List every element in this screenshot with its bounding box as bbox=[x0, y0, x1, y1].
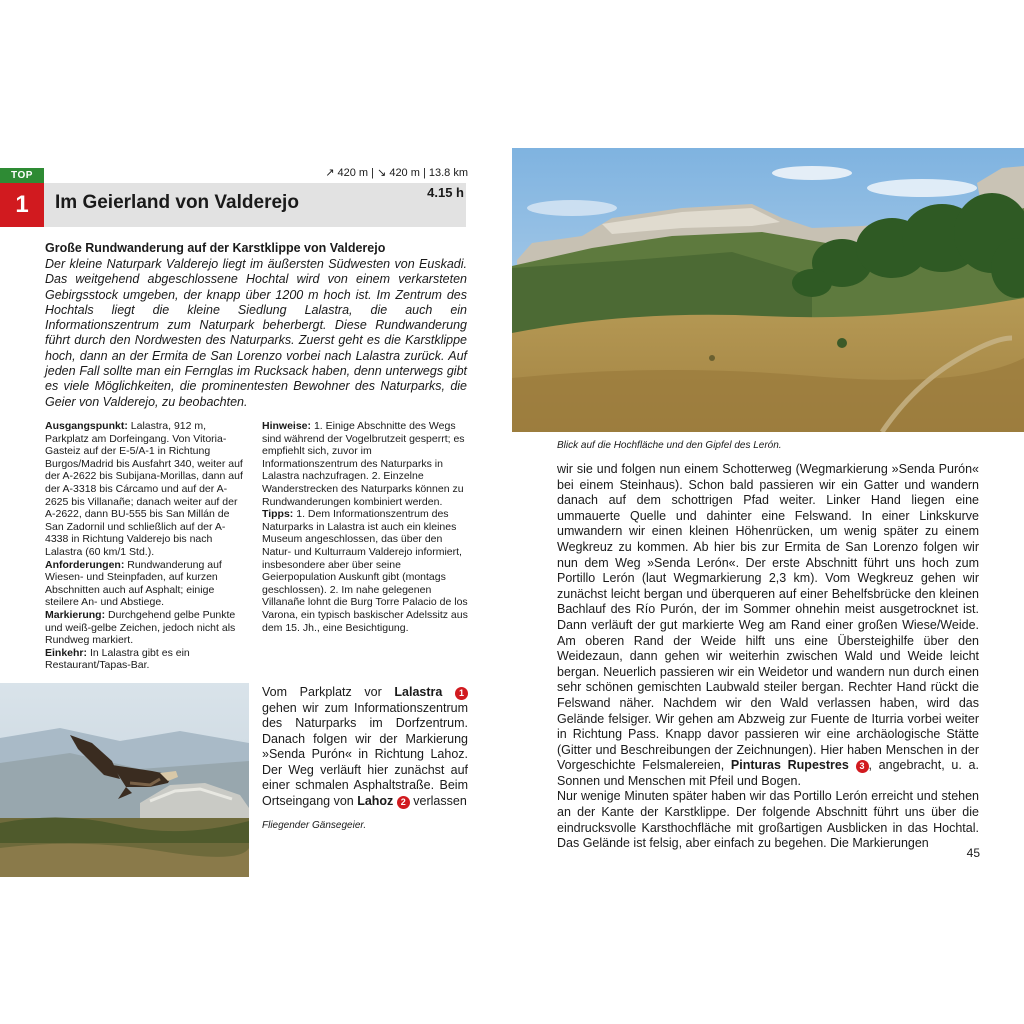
food-text: In Lalastra gibt es ein Restaurant/Tapas-Bar. bbox=[45, 646, 190, 672]
tour-number-badge: 1 bbox=[0, 183, 44, 227]
waypoint-marker-3: 3 bbox=[856, 760, 869, 773]
intro-text: Der kleine Naturpark Valderejo liegt im äußersten Südwesten von Euskadi. Das weitgehend abgeschlossene Hochtal wird von einem verkarsteten Gebirgsstock umgeben, der knapp über 1200 m hoch ist. Im Zentrum des Hochtals liegt die kleine Siedlung Lalastra, die auch ein Informationszentrum zum Naturpark beherbergt. Diese Rundwanderung führt durch den Nordwesten des Naturparks. Zuerst geht es die Karstklippe hoch, dann an der Ermita de San Lorenzo vorbei nach Lalastra zurück. Auf jeden Fall sollte man ein Fernglas im Rucksack haben, denn unterwegs gibt es viele Möglichkeiten, die prominentesten Bewohner des Naturparks, die Geier von Valderejo, zu beobachten. bbox=[45, 257, 467, 409]
hints-label: Hinweise: bbox=[262, 420, 312, 432]
marking-label: Markierung: bbox=[45, 608, 106, 621]
route-text-part: Vom Parkplatz vor bbox=[262, 685, 395, 699]
hints-text: 1. Einige Abschnitte des Wegs sind während der Vogelbrutzeit gesperrt; es empfiehlt sich, zuvor im Informationszentrum des Naturparks in Lalastra nachzufragen. 2. Einzelne Wanderstrecken des Naturparks können zu Rundwanderungen kombiniert werden. bbox=[262, 420, 465, 508]
tour-stats: ↗ 420 m | ↘ 420 m | 13.8 km bbox=[325, 167, 468, 179]
place-lalastra: Lalastra bbox=[394, 685, 443, 699]
vulture-photo bbox=[0, 683, 249, 877]
place-lahoz: Lahoz bbox=[357, 793, 394, 808]
route-text-part: verlassen bbox=[409, 793, 467, 808]
marking-text: Durchgehend gelbe Punkte und weiß-gelbe Zeichen, jedoch nicht als Rundweg markiert. bbox=[45, 608, 236, 647]
place-pinturas-rupestres: Pinturas Rupestres bbox=[730, 758, 849, 773]
landscape-photo-caption: Blick auf die Hochfläche und den Gipfel des Lerón. bbox=[557, 440, 782, 451]
tips-label: Tipps: bbox=[262, 508, 294, 521]
route-text-part: wir sie und folgen nun einem Schotterweg (Wegmarkierung »Senda Purón« bei einem Steinhaus). Schon bald passieren wir ein Gatter und wandern danach auf dem schottrigen Pfad weiter. Linker Hand liegen eine ummauerte Quelle und dahinter eine Felswand. In einer Linkskurve umwandern wir einen kleinen Höhenrücken, um wenig später zu einem Wegkreuz zu kommen. Ab hier bis zur Ermita de San Lorenzo folgen wir nun dem Weg »Senda Lerón«. Der erste Abschnitt führt uns hoch zum Portillo Lerón (laut Wegmarkierung 2,3 km). Vom Wegkreuz gehen wir zunächst leicht bergan und überqueren auf einer Behelfsbrücke den kleinen Bachlauf des Río Purón, der im Sommer ohnehin meist ausgetrocknet ist. Dann verläuft der gut markierte Weg am Rand einer großen Wiese/Weide. Am oberen Rand der Weide hilft uns eine Übersteighilfe über den Weidezaun, dann gehen wir weiterhin zwischen Wald und Weide leicht bergan. Neuerlich passieren wir ein Weidetor und wandern nun durch einen sehr schönen gemischten Laubwald steiler bergan. Rechter Hand rückt die Felswand näher. Nachdem wir den Wald verlassen haben, wird das Gelände felsiger. Wir gehen am Abzweig zur Fuente de Iturria vorbei weiter in Richtung Pass. Knapp davor passieren wir eine archäologische Stätte (Gitter und Beschreibungen der Zeichnungen). Hier haben Menschen in der Vorgeschichte Felsmalereien, bbox=[557, 462, 979, 773]
waypoint-marker-1: 1 bbox=[455, 687, 468, 700]
tips-text: 1. Dem Informationszentrum des Naturparks in Lalastra ist auch ein kleines Museum angeschlossen, das über den Natur- und Kulturraum Valderejo informiert, insbesondere aber über seine Geierpopulation Auskunft gibt (montags geschlossen). 2. Im nahe gelegenen Villanañe lohnt die Burg Torre Palacio de los Varona, ein typisch baskischer Adelssitz aus dem 15. Jh., eine Besichtigung. bbox=[262, 508, 468, 634]
tour-title: Im Geierland von Valderejo bbox=[55, 192, 299, 213]
tour-subtitle: Große Rundwanderung auf der Karstklippe von Valderejo bbox=[45, 241, 386, 255]
info-column-left bbox=[45, 420, 248, 672]
top-badge: TOP bbox=[0, 168, 44, 183]
start-text: Lalastra, 912 m, Parkplatz am Dorfeingang. Von Vitoria-Gasteiz auf der E-5/A-1 in Richtung Burgos/Madrid bis Ausfahrt 340, weiter auf der A-2622 bis Subijana-Morillas, dann auf der A-3318 bis Cárcamo und auf der A-2625 bis Villanañe; danach weiter auf der A-2622, dann BU-555 bis San Millán de San Zadornil und schließlich auf der A-4338 in Richtung Valderejo bis nach Lalastra (60 km/1 Std.). bbox=[45, 420, 243, 558]
route-text-part: gehen wir zum Informationszentrum des Naturparks im Dorfzentrum. Danach folgen wir der Markierung »Senda Purón« in Richtung Lahoz. Der Weg verläuft hier zunächst auf einer schmalen Asphaltstraße. Beim Ortseingang von bbox=[262, 700, 468, 808]
waypoint-marker-2: 2 bbox=[397, 796, 410, 809]
vulture-photo-caption: Fliegender Gänsegeier. bbox=[262, 820, 367, 831]
page-number: 45 bbox=[966, 846, 980, 860]
route-text-continued bbox=[557, 462, 979, 852]
info-column-right bbox=[262, 420, 468, 634]
landscape-photo bbox=[512, 148, 1024, 432]
tour-duration: 4.15 h bbox=[427, 185, 464, 200]
route-text-part: , angebracht, u. a. Sonnen und Menschen mit Pfeil und Bogen. bbox=[557, 758, 979, 788]
route-text-start bbox=[262, 685, 468, 809]
start-label: Ausgangspunkt: bbox=[45, 420, 128, 432]
requirements-text: Rundwanderung auf Wiesen- und Steinpfaden, auf kurzen Abschnitten auch auf Asphalt; einige steilere An- und Abstiege. bbox=[45, 558, 222, 609]
requirements-label: Anforderungen: bbox=[45, 558, 125, 571]
route-text-part: Nur wenige Minuten später haben wir das Portillo Lerón erreicht und stehen an der Kante der Karstklippe. Der folgende Abschnitt führt uns über die eindrucksvolle Karsthochfläche mit großartigen Ausblicken in das Hochtal. Das Gelände ist felsig, aber einfach zu begehen. Die Markierungen bbox=[557, 789, 979, 851]
food-label: Einkehr: bbox=[45, 646, 88, 659]
